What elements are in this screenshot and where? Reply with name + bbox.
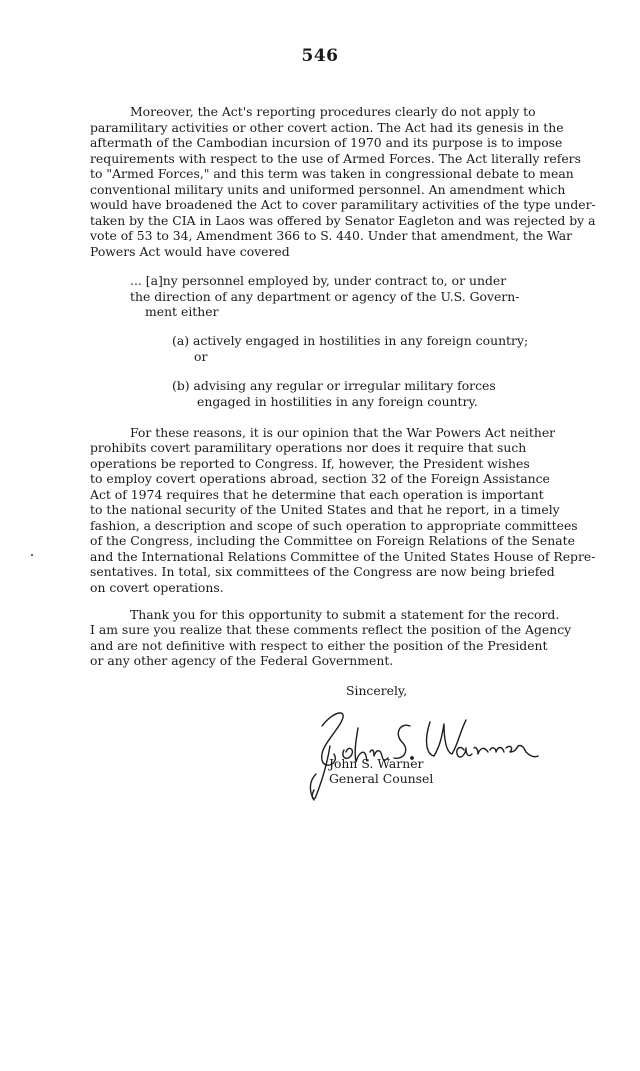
text-line: on covert operations. xyxy=(90,580,224,595)
text-line: fashion, a description and scope of such operation to appropriate committees xyxy=(90,518,578,533)
text-line: paramilitary activities or other covert action. The Act had its genesis in the xyxy=(90,120,564,135)
quote-line: ment either xyxy=(145,304,219,319)
text-line: aftermath of the Cambodian incursion of 1970 and its purpose is to impose xyxy=(90,135,563,150)
text-line: Powers Act would have covered xyxy=(90,244,290,259)
text-line: conventional military units and uniformed personnel. An amendment which xyxy=(90,182,566,197)
text-line: requirements with respect to the use of Armed Forces. The Act literally refers xyxy=(90,151,581,166)
quote-line: ... [a]ny personnel employed by, under contract to, or under xyxy=(130,273,507,288)
handwritten-signature xyxy=(300,700,540,810)
text-line: sentatives. In total, six committees of the Congress are now being briefed xyxy=(90,564,555,579)
closing-salutation: Sincerely, xyxy=(346,683,408,698)
text-line: vote of 53 to 34, Amendment 366 to S. 440. Under that amendment, the War xyxy=(90,228,573,243)
text-line: to "Armed Forces," and this term was taken in congressional debate to mean xyxy=(90,166,574,181)
text-line: of the Congress, including the Committee on Foreign Relations of the Senate xyxy=(90,533,575,548)
text-line: to the national security of the United States and that he report, in a timely xyxy=(90,502,560,517)
scan-speck xyxy=(31,554,33,556)
text-line: Act of 1974 requires that he determine that each operation is important xyxy=(90,487,544,502)
list-item-line: engaged in hostilities in any foreign country. xyxy=(197,394,478,409)
page-number: 546 xyxy=(301,46,339,66)
text-line: taken by the CIA in Laos was offered by Senator Eagleton and was rejected by a xyxy=(90,213,596,228)
text-line: and are not definitive with respect to either the position of the President xyxy=(90,638,548,653)
text-line: I am sure you realize that these comments reflect the position of the Agency xyxy=(90,622,572,637)
text-line: For these reasons, it is our opinion that the War Powers Act neither xyxy=(130,425,556,440)
text-line: and the International Relations Committee of the United States House of Repre- xyxy=(90,549,596,564)
quote-line: the direction of any department or agency of the U.S. Govern- xyxy=(130,289,520,304)
text-line: or any other agency of the Federal Government. xyxy=(90,653,394,668)
signer-name: John S. Warner xyxy=(329,756,424,771)
list-item-line: (b) advising any regular or irregular military forces xyxy=(172,378,496,393)
text-line: to employ covert operations abroad, section 32 of the Foreign Assistance xyxy=(90,471,550,486)
list-item-line: (a) actively engaged in hostilities in any foreign country; xyxy=(172,333,529,348)
text-line: prohibits covert paramilitary operations nor does it require that such xyxy=(90,440,527,455)
list-item-line: or xyxy=(194,349,208,364)
text-line: Thank you for this opportunity to submit a statement for the record. xyxy=(130,607,560,622)
text-line: operations be reported to Congress. If, however, the President wishes xyxy=(90,456,530,471)
signer-title: General Counsel xyxy=(329,771,434,786)
text-line: Moreover, the Act's reporting procedures clearly do not apply to xyxy=(130,104,536,119)
text-line: would have broadened the Act to cover paramilitary activities of the type under- xyxy=(90,197,596,212)
